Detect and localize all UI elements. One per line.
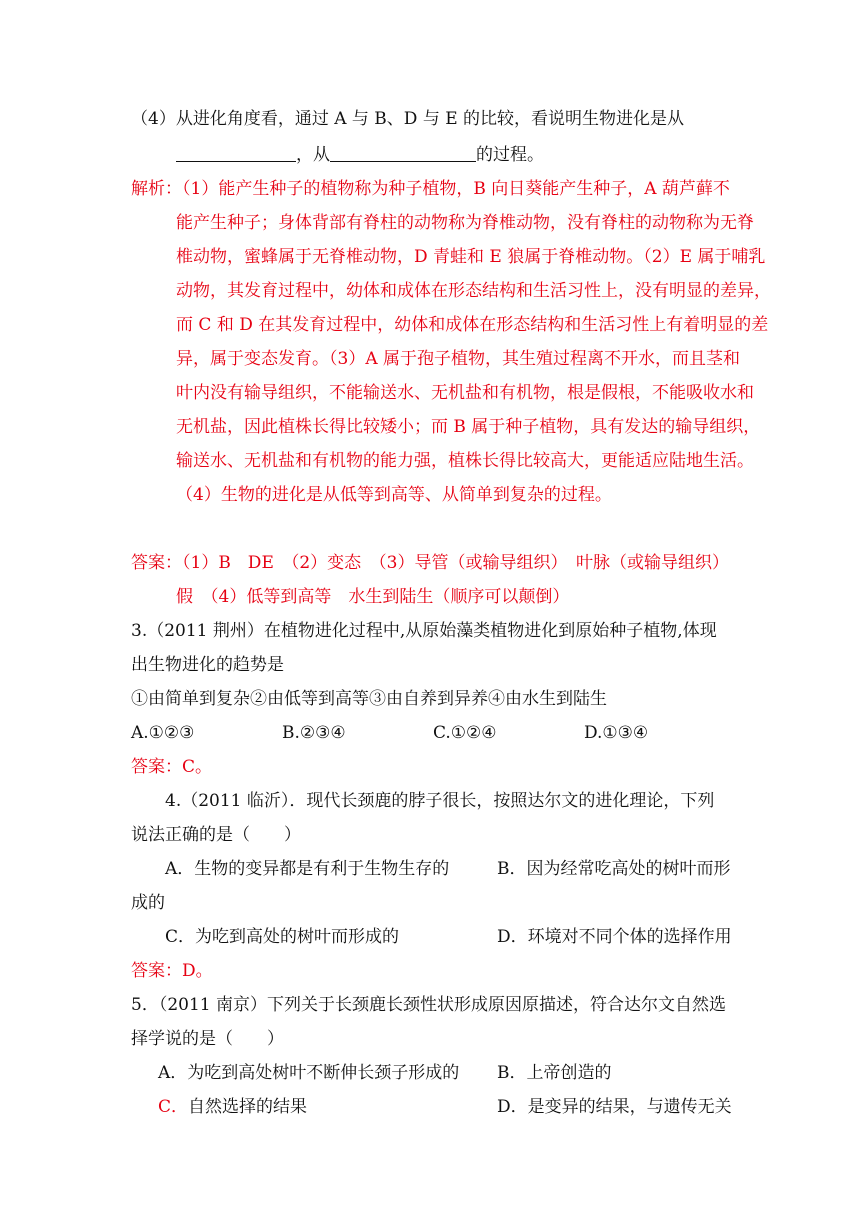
- analysis-line: 动物，其发育过程中，幼体和成体在形态结构和生活习性上，没有明显的差异，: [176, 281, 771, 301]
- q3-option-b[interactable]: B.②③④: [282, 723, 346, 743]
- q3-option-d[interactable]: D.①③④: [584, 723, 649, 743]
- q5-option-c[interactable]: [158, 1096, 307, 1118]
- answer-blank-2[interactable]: [330, 145, 476, 162]
- q3-option-c[interactable]: C.①②④: [433, 723, 497, 743]
- q4b-option-d[interactable]: D．环境对不同个体的选择作用: [497, 927, 732, 947]
- q3-answer: 答案：C。: [131, 757, 213, 777]
- analysis-line: 椎动物，蜜蜂属于无脊椎动物，D 青蛙和 E 狼属于脊椎动物。（2）E 属于哺乳: [176, 247, 766, 267]
- q5-option-d[interactable]: D．是变异的结果，与遗传无关: [497, 1097, 732, 1117]
- answer-blank-1[interactable]: [176, 145, 296, 162]
- analysis-line: 无机盐，因此植株长得比较矮小；而 B 属于种子植物，具有发达的输导组织，: [176, 417, 761, 437]
- q4b-stem-line2: 说法正确的是（ ）: [131, 825, 301, 845]
- q4b-answer: 答案：D。: [131, 961, 213, 981]
- analysis-line: 能产生种子；身体背部有脊柱的动物称为脊椎动物，没有脊柱的动物称为无脊: [176, 213, 754, 233]
- q5-option-b[interactable]: B．上帝创造的: [497, 1063, 612, 1083]
- q5-option-c-letter: C．: [158, 1097, 189, 1117]
- q4b-stem-line1: 4.（2011 临沂）．现代长颈鹿的脖子很长，按照达尔文的进化理论，下列: [165, 791, 715, 811]
- analysis-line: 叶内没有输导组织，不能输送水、无机盐和有机物，根是假根，不能吸收水和: [176, 383, 754, 403]
- q3-option-a[interactable]: A.①②③: [131, 723, 195, 743]
- q5-option-a[interactable]: A．为吃到高处树叶不断伸长颈子形成的: [158, 1063, 460, 1083]
- q4b-option-b-continued: 成的: [131, 893, 165, 913]
- q4b-option-a[interactable]: A．生物的变异都是有利于生物生存的: [165, 859, 450, 879]
- q4-stem-line1: （4）从进化角度看，通过 A 与 B、D 与 E 的比较，看说明生物进化是从: [131, 109, 685, 129]
- q4-stem-line2: [176, 144, 544, 166]
- q4b-option-c[interactable]: C．为吃到高处的树叶而形成的: [165, 927, 400, 947]
- analysis-line: 异，属于变态发育。（3）A 属于孢子植物，其生殖过程离不开水，而且茎和: [176, 349, 740, 369]
- analysis-line: （4）生物的进化是从低等到高等、从简单到复杂的过程。: [176, 485, 612, 505]
- q5-stem-line2: 择学说的是（ ）: [131, 1029, 284, 1049]
- analysis-line: 而 C 和 D 在其发育过程中，幼体和成体在形态结构和生活习性上有着明显的差: [176, 315, 769, 335]
- q4-from-word: ，从: [296, 145, 330, 165]
- answer-line: 假 （4）低等到高等 水生到陆生（顺序可以颠倒）: [176, 587, 570, 607]
- q5-option-c-text: 自然选择的结果: [188, 1097, 308, 1117]
- q3-statements: ①由简单到复杂②由低等到高等③由自养到异养④由水生到陆生: [131, 689, 607, 709]
- q4-process-word: 的过程。: [476, 145, 544, 165]
- q3-stem-line1: 3.（2011 荆州）在植物进化过程中,从原始藻类植物进化到原始种子植物,体现: [131, 621, 717, 641]
- answer-line: 答案：（1）B DE （2）变态 （3）导管（或输导组织） 叶脉（或输导组织）: [131, 553, 729, 573]
- q5-stem-line1: 5．（2011 南京）下列关于长颈鹿长颈性状形成原因原描述，符合达尔文自然选: [131, 995, 726, 1015]
- analysis-line: 输送水、无机盐和有机物的能力强，植株长得比较高大，更能适应陆地生活。: [176, 451, 754, 471]
- analysis-line: 解析：（1）能产生种子的植物称为种子植物，B 向日葵能产生种子，A 葫芦藓不: [131, 179, 730, 199]
- q4b-option-b[interactable]: B．因为经常吃高处的树叶而形: [497, 859, 731, 879]
- q3-stem-line2: 出生物进化的趋势是: [131, 655, 284, 675]
